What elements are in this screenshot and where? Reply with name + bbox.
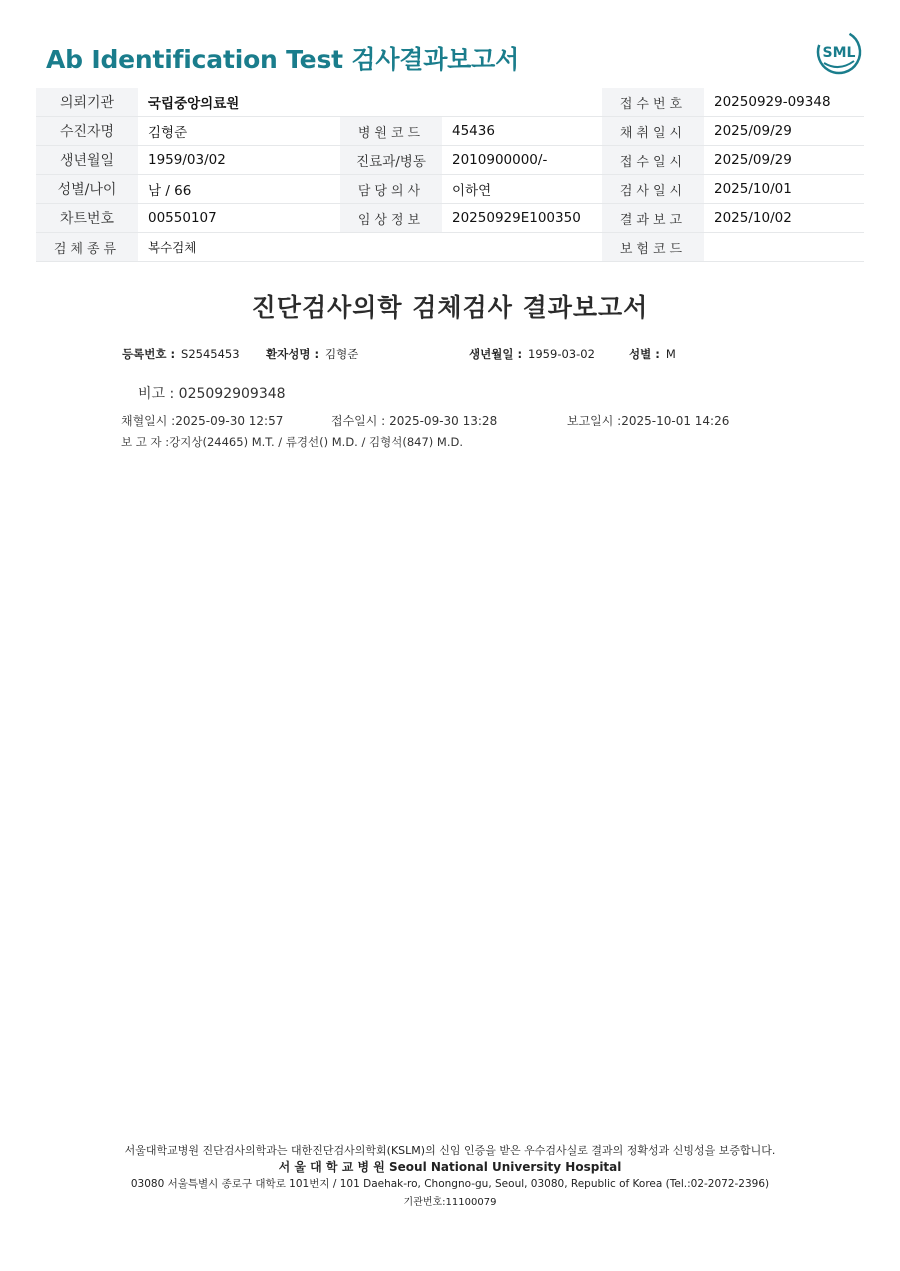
insurance-value [704, 233, 864, 262]
birth-label: 생년월일 [36, 146, 138, 175]
reception-time-field [331, 412, 497, 429]
result-date-value: 2025/10/02 [704, 204, 864, 233]
info-row [36, 88, 864, 117]
chart-label: 차트번호 [36, 204, 138, 233]
result-date-label: 결과보고 [602, 204, 704, 233]
logo-text: SML [822, 45, 856, 61]
test-date-value: 2025/10/01 [704, 175, 864, 204]
reception-no-label: 접수번호 [602, 88, 704, 117]
info-row [36, 233, 864, 262]
birth-value: 1959/03/02 [138, 146, 340, 175]
info-row [36, 117, 864, 146]
reporter-value: 강지상(24465) M.T. / 류경선() M.D. / 김형석(847) M.D. [169, 435, 464, 449]
sex-label: 성별 : [629, 347, 660, 361]
reception-no-value: 20250929-09348 [704, 88, 864, 117]
chart-value: 00550107 [138, 204, 340, 233]
patient-name-value: 김형준 [325, 347, 359, 361]
sex-value: M [665, 347, 676, 361]
clinical-label: 임상정보 [340, 204, 442, 233]
institution-value: 국립중앙의료원 [138, 88, 602, 117]
report-title: 진단검사의학 검체검사 결과보고서 [251, 293, 649, 322]
specimen-value: 복수검체 [138, 233, 602, 262]
info-row [36, 204, 864, 233]
report-time-field [567, 412, 729, 429]
collection-date-label: 채취일시 [602, 117, 704, 146]
info-row [36, 146, 864, 175]
reporter-field [121, 434, 463, 450]
info-table [36, 88, 864, 262]
reception-time-value: 2025-09-30 13:28 [389, 414, 498, 428]
reg-no-value: S2545453 [181, 347, 240, 361]
footer-address: 03080 서울특별시 종로구 대학로 101번지 / 101 Daehak-ro, Chongno-gu, Seoul, 03080, Republic of Korea (Tel.:02-2072-2396) [130, 1178, 770, 1190]
insurance-label: 보험코드 [602, 233, 704, 262]
report-birth-value: 1959-03-02 [528, 347, 595, 361]
report-birth-field [469, 346, 595, 362]
reception-date-value: 2025/09/29 [704, 146, 864, 175]
reg-no-field [122, 346, 240, 362]
footer-certification: 서울대학교병원 진단검사의학과는 대한진단검사의학회(KSLM)의 신임 인증을 받은 우수검사실로 결과의 정확성과 신빙성을 보증합니다. [124, 1144, 776, 1157]
report-header-title: Ab Identification Test 검사결과보고서 [46, 45, 520, 74]
dept-value: 2010900000/- [442, 146, 602, 175]
patient-label: 수진자명 [36, 117, 138, 146]
remark-value: 025092909348 [178, 386, 286, 402]
report-time-value: 2025-10-01 14:26 [621, 414, 730, 428]
report-time-label: 보고일시 : [567, 414, 622, 428]
sml-logo-icon [815, 28, 863, 76]
reg-no-label: 등록번호 : [122, 347, 176, 361]
reporter-label: 보 고 자 : [121, 435, 170, 449]
remark-field [138, 383, 286, 403]
test-date-label: 검사일시 [602, 175, 704, 204]
report-birth-label: 생년월일 : [469, 347, 523, 361]
dept-label: 진료과/병동 [340, 146, 442, 175]
hospital-code-value: 45436 [442, 117, 602, 146]
footer-institution-no: 기관번호:11100079 [403, 1197, 497, 1208]
doctor-value: 이하연 [442, 175, 602, 204]
collection-time-field [121, 412, 283, 429]
info-row [36, 175, 864, 204]
footer-hospital-name: 서 울 대 학 교 병 원 Seoul National University Hospital [278, 1160, 622, 1174]
patient-name-label: 환자성명 : [266, 347, 320, 361]
doctor-label: 담당의사 [340, 175, 442, 204]
reception-time-label: 접수일시 : [331, 414, 386, 428]
patient-value: 김형준 [138, 117, 340, 146]
sex-age-label: 성별/나이 [36, 175, 138, 204]
collection-time-label: 채혈일시 : [121, 414, 176, 428]
reception-date-label: 접수일시 [602, 146, 704, 175]
clinical-value: 20250929E100350 [442, 204, 602, 233]
sex-field [629, 346, 676, 362]
specimen-label: 검체종류 [36, 233, 138, 262]
hospital-code-label: 병원코드 [340, 117, 442, 146]
collection-time-value: 2025-09-30 12:57 [175, 414, 284, 428]
sex-age-value: 남 / 66 [138, 175, 340, 204]
remark-label: 비고 : [138, 386, 175, 402]
collection-date-value: 2025/09/29 [704, 117, 864, 146]
institution-label: 의뢰기관 [36, 88, 138, 117]
patient-name-field [266, 346, 358, 362]
